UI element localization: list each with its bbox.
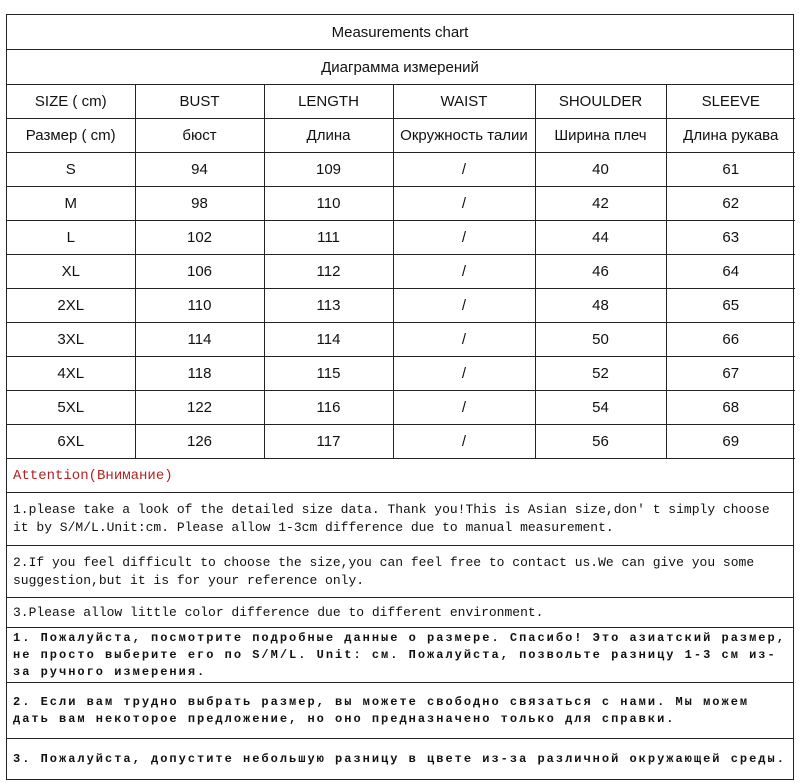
header-length-ru: Длина [264,119,393,153]
header-row-en [7,85,795,119]
cell-shoulder: 54 [535,391,666,425]
note-en-1 [7,493,793,546]
cell-size: 5XL [7,391,135,425]
note-text: 1. Пожалуйста, посмотрите подробные данные о размере. Спасибо! Это азиатский размер, не просто выберите его по S/M/L. Unit: см. Пожалуйста, позвольте разницу 1-3 см из-за ручного измерения. [13,630,786,679]
table-row [7,323,795,357]
cell-size: S [7,153,135,187]
cell-length: 111 [264,221,393,255]
note-text: 3.Please allow little color difference due to different environment. [13,604,544,620]
chart-title: Measurements chart [7,15,793,50]
cell-size: 3XL [7,323,135,357]
cell-shoulder: 52 [535,357,666,391]
cell-bust: 98 [135,187,264,221]
cell-waist: / [393,153,535,187]
cell-length: 109 [264,153,393,187]
cell-sleeve: 69 [666,425,795,459]
attention-label: Attention(Внимание) [13,467,173,484]
note-en-2 [7,546,793,598]
header-shoulder-ru: Ширина плеч [535,119,666,153]
cell-length: 116 [264,391,393,425]
cell-bust: 110 [135,289,264,323]
note-text: 3. Пожалуйста, допустите небольшую разницу в цвете из-за различной окружающей среды. [13,751,786,766]
cell-shoulder: 50 [535,323,666,357]
header-sleeve: SLEEVE [666,85,795,119]
cell-size: XL [7,255,135,289]
cell-sleeve: 65 [666,289,795,323]
table-row [7,255,795,289]
cell-size: 6XL [7,425,135,459]
note-text: 2.If you feel difficult to choose the size,you can feel free to contact us.We can give you some suggestion,but it is for your reference only. [13,554,755,588]
cell-shoulder: 40 [535,153,666,187]
table-row [7,425,795,459]
table-row [7,391,795,425]
cell-sleeve: 61 [666,153,795,187]
attention-row [7,459,793,493]
cell-bust: 102 [135,221,264,255]
cell-waist: / [393,323,535,357]
cell-sleeve: 68 [666,391,795,425]
note-ru-1 [7,628,793,683]
cell-sleeve: 63 [666,221,795,255]
cell-shoulder: 44 [535,221,666,255]
cell-waist: / [393,425,535,459]
cell-shoulder: 46 [535,255,666,289]
cell-length: 117 [264,425,393,459]
header-shoulder: SHOULDER [535,85,666,119]
cell-waist: / [393,187,535,221]
cell-waist: / [393,255,535,289]
cell-size: 4XL [7,357,135,391]
cell-bust: 106 [135,255,264,289]
header-waist-ru: Окружность талии [393,119,535,153]
header-bust: BUST [135,85,264,119]
cell-length: 110 [264,187,393,221]
cell-waist: / [393,289,535,323]
header-bust-ru: бюст [135,119,264,153]
cell-sleeve: 66 [666,323,795,357]
header-sleeve-ru: Длина рукава [666,119,795,153]
cell-size: L [7,221,135,255]
note-text: 1.please take a look of the detailed size data. Thank you!This is Asian size,don' t simply choose it by S/M/L.Unit:cm. Please allow 1-3cm difference due to manual measurement. [13,502,770,535]
cell-size: M [7,187,135,221]
cell-sleeve: 64 [666,255,795,289]
table-row [7,289,795,323]
cell-waist: / [393,357,535,391]
chart-title-ru: Диаграмма измерений [7,50,793,85]
cell-waist: / [393,391,535,425]
note-ru-2 [7,683,793,739]
cell-waist: / [393,221,535,255]
cell-bust: 122 [135,391,264,425]
cell-shoulder: 48 [535,289,666,323]
note-text: 2. Если вам трудно выбрать размер, вы можете свободно связаться с нами. Мы можем дать вам некоторое предложение, но оно предназначено только для справки. [13,694,750,726]
header-row-ru [7,119,795,153]
cell-bust: 94 [135,153,264,187]
cell-length: 115 [264,357,393,391]
header-waist: WAIST [393,85,535,119]
header-size: SIZE ( cm) [7,85,135,119]
cell-size: 2XL [7,289,135,323]
cell-bust: 118 [135,357,264,391]
header-size-ru: Размер ( cm) [7,119,135,153]
cell-shoulder: 42 [535,187,666,221]
note-en-3 [7,598,793,628]
table-row [7,153,795,187]
table-row [7,187,795,221]
header-length: LENGTH [264,85,393,119]
cell-sleeve: 62 [666,187,795,221]
cell-length: 113 [264,289,393,323]
measurements-sheet [6,14,794,780]
cell-length: 112 [264,255,393,289]
cell-bust: 114 [135,323,264,357]
cell-shoulder: 56 [535,425,666,459]
cell-length: 114 [264,323,393,357]
cell-bust: 126 [135,425,264,459]
note-ru-3 [7,739,793,779]
cell-sleeve: 67 [666,357,795,391]
table-row [7,221,795,255]
table-row [7,357,795,391]
size-table [7,85,795,459]
size-rows [7,153,795,459]
